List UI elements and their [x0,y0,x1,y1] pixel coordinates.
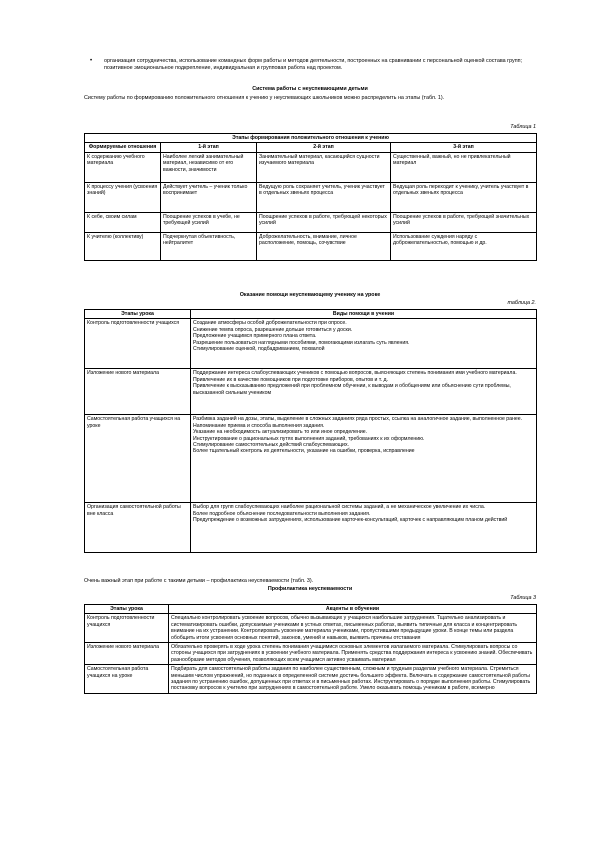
table2-cell: Выбор для групп слабоуспевающих наиболее рациональной системы заданий, а не механическое увеличение их числа. Более подробное объяснение последовательности выполнения задания. Предупреждение о возможных затруднениях, использование карточек-консультаций, карточек с направляющим планом действий [191,503,537,553]
table1-header-row [85,143,537,152]
table1-cell: Подчеркнутая объективность, нейтралитет [161,232,257,260]
table1-cell: Ведущую роль сохраняет учитель, ученик участвует в отдельных звеньях процесса [257,182,391,212]
table2-row [85,319,537,369]
table2-cell: Создание атмосферы особой доброжелательности при опросе. Снижение темпа опроса, разрешение дольше готовиться у доски. Предложение учащимся примерного плана ответа. Разрешение пользоваться наглядными пособиями, помогающими излагать суть явления. Стимулирование оценкой, подбадриванием, похвалой [191,319,537,369]
table3-cell: Самостоятельная работа учащихся на уроке [85,665,169,694]
table2-caption: таблица 2. [507,300,536,306]
table1-cell: Ведущая роль переходит к ученику, учитель участвует в отдельных звеньях процесса [391,182,537,212]
table1-cell: Поощрение успехов в учебе, не требующей усилий [161,212,257,232]
table2-cell: Самостоятельная работа учащихся на уроке [85,415,191,503]
table3-caption: Таблица 3 [510,595,536,601]
table2-cell: Организация самостоятельной работы вне класса [85,503,191,553]
table3-cell: Специально контролировать усвоение вопросов, обычно вызывающих у учащихся наибольшие затруднения. Тщательно анализировать и систематизировать ошибки, допускаемые учениками в устных ответах, письменных работах, выявить типичные для класса и концентрировать внимание на их устранении. Контролировать усвоение материала учениками, пропустившими предыдущие уроки. В конце темы или раздела обобщить итоги усвоения основных понятий, законов, умений и навыков, выявить причины отставания [169,614,537,643]
table3-row [85,643,537,665]
table1-header-cell: 2-й этап [257,143,391,152]
table1-cell: К учителю (коллективу) [85,232,161,260]
table2-header-cell: Этапы урока [85,310,191,319]
table1-cell: Использование суждения наряду с доброжелательностью, помощью и др. [391,232,537,260]
table1-cell: К содержанию учебного материала [85,152,161,182]
table3-header-cell: Этапы урока [85,605,169,614]
table1-header-cell: 3-й этап [391,143,537,152]
table2-row [85,503,537,553]
table3-row [85,665,537,694]
bullet-marker: • [90,58,93,64]
table2-row [85,415,537,503]
table1-header-cell: Формируемые отношения [85,143,161,152]
heading-system-of-work: Система работы с неуспевающими детьми [252,86,368,92]
table1-cell: Поощрение успехов в работе, требующей некоторых усилий [257,212,391,232]
table3-header-row [85,605,537,614]
table1-cell: Наиболее легкий занимательный материал, независимо от его важности, значимости [161,152,257,182]
table3-row [85,614,537,643]
table1-cell: К процессу учения (усвоения знаний) [85,182,161,212]
table3-cell: Контроль подготовленности учащихся [85,614,169,643]
table3-header-cell: Акценты в обучении [169,605,537,614]
table2-cell: Изложение нового материала [85,369,191,415]
table1-cell: Поощрение успехов в работе, требующей значительных усилий [391,212,537,232]
table1-row [85,212,537,232]
table3-cell: Обязательно проверять в ходе урока степень понимания учащимися основных элементов излагаемого материала. Стимулировать вопросы со стороны учащихся при затруднениях в усвоении учебного материала. Применять средства поддержания интереса к усвоению знаний. Обеспечивать разнообразие методов обучения, позволяющих всем учащимся активно усваивать материал [169,643,537,665]
table2-cell: Разбивка заданий на дозы, этапы, выделение в сложных заданиях ряда простых, ссылка на аналогичное задание, выполненное ранее. Напоминание приема и способа выполнения задания. Указание на необходимость актуализировать то или иное определение. Инструктирование о рациональных путях выполнения заданий, требованиях к их оформлению. Стимулирование самостоятельных действий слабоуспевающих. Более тщательный контроль их деятельности, указание на ошибки, проверка, исправление [191,415,537,503]
paragraph-stages: Систему работы по формированию положительного отношения к учению у неуспевающих школьников можно распределить на этапы (табл. 1). [84,95,445,101]
heading-prevention: Профилактика неуспеваемости [267,586,353,592]
table2-row [85,369,537,415]
heading-help-on-lesson: Оказание помощи неуспевающему ученику на уроке [239,292,381,298]
paragraph-prevention: Очень важный этап при работе с такими детьми – профилактика неуспеваемости (табл. 3). [84,578,314,584]
table3-cell: Подбирать для самостоятельной работы задания по наиболее существенным, сложным и трудным разделам учебного материала. Стремиться меньшим числом упражнений, но поданных в определенной системе достичь большего эффекта. Включать в содержание самостоятельной работы задания по устранению ошибок, допущенных при ответах и в письменных работах. Инструктировать о порядке выполнения работы. Стимулировать постановку вопросов к учителю при затруднениях в самостоятельной работе. Умело оказывать помощь ученикам в работе, всемерно [169,665,537,694]
table-prevention [84,604,537,694]
table1-cell: Занимательный материал, касающийся сущности изучаемого материала [257,152,391,182]
table2-cell: Поддержание интереса слабоуспевающих учеников с помощью вопросов, выясняющих степень понимания ими учебного материала. Привлечение их в качестве помощников при подготовке приборов, опытов и т. д. Привлечение к высказыванию предложений при проблемном обучении, к выводам и обобщениям или объяснению сути проблемы, высказанной сильным учеником [191,369,537,415]
table1-row [85,232,537,260]
table1-row [85,152,537,182]
table3-cell: Изложение нового материала [85,643,169,665]
table-help-types [84,309,537,553]
table2-header-cell: Виды помощи в учении [191,310,537,319]
table1-cell: Существенный, важный, но не привлекательный материал [391,152,537,182]
table1-cell: Доброжелательность, внимание, личное расположение, помощь, сочувствие [257,232,391,260]
table1-title: Этапы формирования положительного отношения к учению [85,134,537,143]
table1-cell: К себе, своим силам [85,212,161,232]
table1-caption: Таблица 1 [510,124,536,130]
table2-header-row [85,310,537,319]
table-stages-attitude [84,133,537,261]
table1-header-cell: 1-й этап [161,143,257,152]
table1-cell: Действует учитель – ученик только воспринимает [161,182,257,212]
table1-row [85,182,537,212]
table2-cell: Контроль подготовленности учащихся [85,319,191,369]
intro-bullet-text: организация сотрудничества, использование командных форм работы и методов деятельности, построенных на сравнивании с персональной оценкой состава групп; позитивное эмоциональное подкрепление, индивидуальная и групповая работа над проектом. [104,58,523,71]
